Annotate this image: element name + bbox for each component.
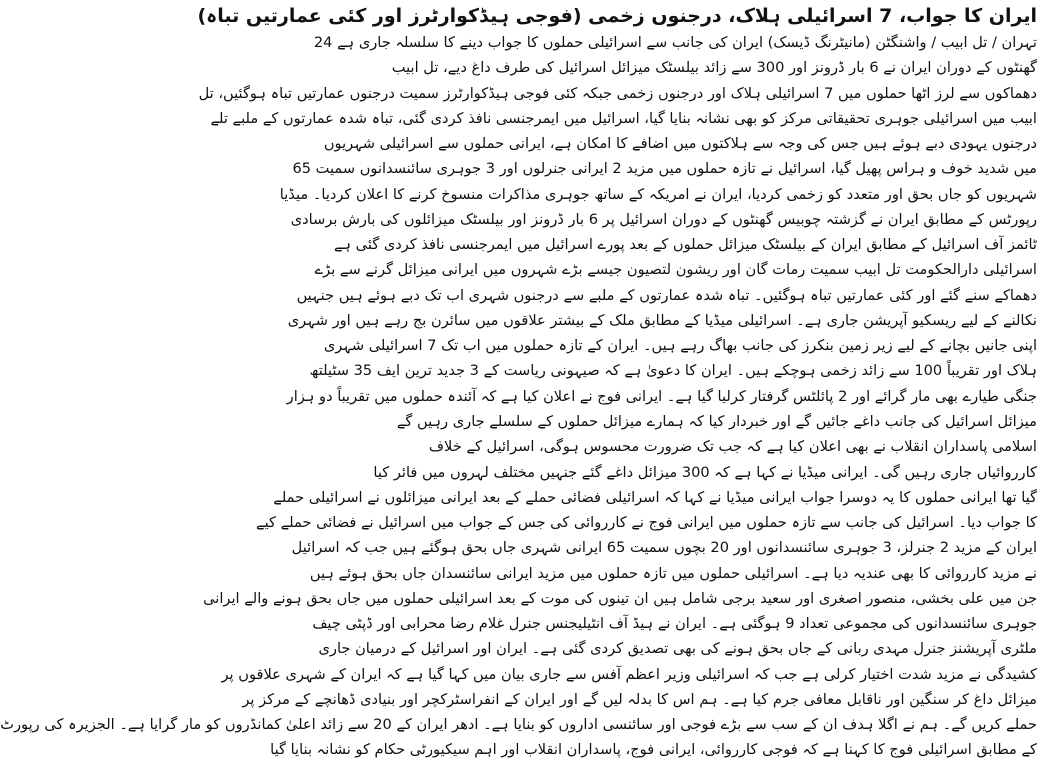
- article-line: گھنٹوں کے دوران ایران نے 6 بار ڈرونز اور 300 سے زائد بیلسٹک میزائل اسرائیل کی طرف داغ دیے، تل ابیب: [391, 59, 1037, 77]
- article-line: ایران کے مزید 2 جنرلز، 3 جوہری سائنسدانوں اور 20 بچوں سمیت 65 ایرانی شہری جاں بحق ہوگئے ہیں جب کہ اسرائیل: [291, 539, 1037, 557]
- article-line: کشیدگی نے مزید شدت اختیار کرلی ہے جب کہ اسرائیلی وزیر اعظم آفس سے جاری بیان میں کہا گیا ہے کہ ایران کے شہری علاقوں پر: [221, 665, 1037, 683]
- article-line: جن میں علی بخشی، منصور اصغری اور سعید برجی شامل ہیں ان تینوں کی موت کے بعد اسرائیلی حملوں میں جاں بحق ہونے والے ایرانی: [203, 589, 1037, 607]
- article-line: حملے کریں گے۔ ہم نے اگلا ہدف ان کے سب سے بڑے فوجی اور سائنسی اداروں کو بنایا ہے۔ ادھر ایران کے 20 سے زائد اعلیٰ کمانڈروں کو مار گرایا ہے۔ الجزیرہ کی رپورٹ: [0, 716, 1037, 734]
- article-line: نکالنے کے لیے ریسکیو آپریشن جاری ہے۔ اسرائیلی میڈیا کے مطابق ملک کے بیشتر علاقوں میں سائرن بج رہے ہیں اور شہری: [287, 311, 1037, 329]
- article-line: کے مطابق اسرائیلی فوج کا کہنا ہے کہ فوجی کارروائی، ایرانی فوج، پاسداران انقلاب اور اہم سیکیورٹی حکام کو نشانہ بنایا گیا: [270, 741, 1037, 759]
- article-line: اسرائیلی دارالحکومت تل ابیب سمیت رمات گان اور ریشون لتصیون جیسے بڑے شہروں میں ایرانی میزائل گرنے سے بڑے: [314, 261, 1037, 279]
- article-line: میزائل داغ کر سنگین اور ناقابل معافی جرم کیا ہے۔ ہم اس کا بدلہ لیں گے اور ایران کے انفراسٹرکچر اور بنیادی ڈھانچے کے مرکز پر: [242, 690, 1037, 708]
- article-line: کارروائیاں جاری رہیں گی۔ ایرانی میڈیا نے کہا ہے کہ 300 میزائل داغے گئے جنہیں مختلف لہروں میں فائر کیا: [373, 463, 1037, 481]
- article-line: گیا تھا ایرانی حملوں کا یہ دوسرا جواب ایرانی میڈیا نے کہا کہ اسرائیلی فضائی حملے کے بعد ایرانی میزائلوں نے اسرائیلی حملے: [273, 488, 1037, 506]
- article-line: جنگی طیارے بھی مار گرائے اور 2 پائلٹس گرفتار کرلیا گیا ہے۔ ایرانی فوج نے اعلان کیا ہے کہ آئندہ حملوں میں تقریباً دو ہزار: [286, 387, 1037, 405]
- article-line: رپورٹس کے مطابق ایران نے گزشتہ چوبیس گھنٹوں کے دوران اسرائیل پر 6 بار ڈرونز اور بیلسٹک میزائلوں کی بارش برسادی: [290, 210, 1037, 228]
- article-line: شہریوں کو جاں بحق اور متعدد کو زخمی کردیا، ایران نے امریکہ کے ساتھ جوہری مذاکرات منسوخ کرنے کا اعلان کردیا۔ میڈیا: [279, 185, 1037, 203]
- article-line: درجنوں یہودی دبے ہوئے ہیں جس کی وجہ سے ہلاکتوں میں اضافے کا امکان ہے، ایرانی حملوں سے اسرائیلی شہریوں: [323, 135, 1037, 153]
- article-line: دھماکے سنے گئے اور کئی عمارتیں تباہ ہوگئیں۔ تباہ شدہ عمارتوں کے ملبے سے درجنوں شہری اب تک دبے ہوئے ہیں جنہیں: [296, 286, 1037, 304]
- article-line: ابیب میں اسرائیلی جوہری تحقیقاتی مرکز کو بھی نشانہ بنایا گیا، اسرائیل میں ایمرجنسی نافذ کردی گئی، تباہ شدہ عمارتوں کے ملبے تلے: [210, 109, 1037, 127]
- article-line: میزائل اسرائیل کی جانب داغے جائیں گے اور خبردار کیا کہ ہمارے میزائل حملوں کے سلسلے جاری رہیں گے: [396, 412, 1037, 430]
- article-line: اسلامی پاسداران انقلاب نے بھی اعلان کیا ہے کہ جب تک ضرورت محسوس ہوگی، اسرائیل کے خلاف: [428, 438, 1037, 456]
- article-line: ٹائمز آف اسرائیل کے مطابق ایران کے بیلسٹک میزائل حملوں کے بعد پورے اسرائیل میں ایمرجنسی نافذ کردی گئی ہے: [333, 236, 1037, 254]
- article-line: اپنی جانیں بچانے کے لیے زیر زمین بنکرز کی جانب بھاگ رہے ہیں۔ ایران کے تازہ حملوں میں اب تک 7 اسرائیلی شہری: [323, 337, 1037, 355]
- article-line: کا جواب دیا۔ اسرائیل کی جانب سے تازہ حملوں میں ایرانی فوج نے کارروائی کی جس کے جواب میں اسرائیل نے فضائی حملے کیے: [256, 514, 1037, 532]
- article-line: تہران / تل ابیب / واشنگٹن (مانیٹرنگ ڈیسک) ایران کی جانب سے اسرائیلی حملوں کا جواب دینے کا سلسلہ جاری ہے 24: [313, 34, 1037, 51]
- article-line: جوہری سائنسدانوں کی مجموعی تعداد 9 ہوگئی ہے۔ ایران نے ہیڈ آف انٹیلیجنس جنرل غلام رضا محرابی اور ڈپٹی چیف: [312, 615, 1037, 633]
- headline: ایران کا جواب، 7 اسرائیلی ہلاک، درجنوں زخمی (فوجی ہیڈکوارٹرز اور کئی عمارتیں تباہ): [197, 5, 1037, 27]
- article-line: نے مزید کارروائی کا بھی عندیہ دیا ہے۔ اسرائیلی حملوں میں تازہ حملوں میں مزید ایرانی سائنسدان جاں بحق ہوئے ہیں: [309, 564, 1037, 582]
- article-body: [0, 30, 1041, 763]
- article-line: ملٹری آپریشنز جنرل مہدی ربانی کے جاں بحق ہونے کی بھی تصدیق کردی گئی ہے۔ ایران اور اسرائیل کے درمیان جاری: [318, 640, 1037, 658]
- article-line: میں شدید خوف و ہراس پھیل گیا، اسرائیل نے تازہ حملوں میں مزید 2 ایرانی جنرلوں اور 3 جوہری سائنسدانوں سمیت 65: [292, 160, 1037, 178]
- article-line: ہلاک اور تقریباً 100 سے زائد زخمی ہوچکے ہیں۔ ایران کا دعویٰ ہے کہ صیہونی ریاست کے 3 جدید ترین ایف 35 سٹیلتھ: [309, 362, 1037, 380]
- article-line: دھماکوں سے لرز اٹھا حملوں میں 7 اسرائیلی ہلاک اور درجنوں زخمی جبکہ کئی فوجی ہیڈکوارٹرز سمیت درجنوں عمارتیں تباہ ہوگئیں، تل: [198, 84, 1037, 102]
